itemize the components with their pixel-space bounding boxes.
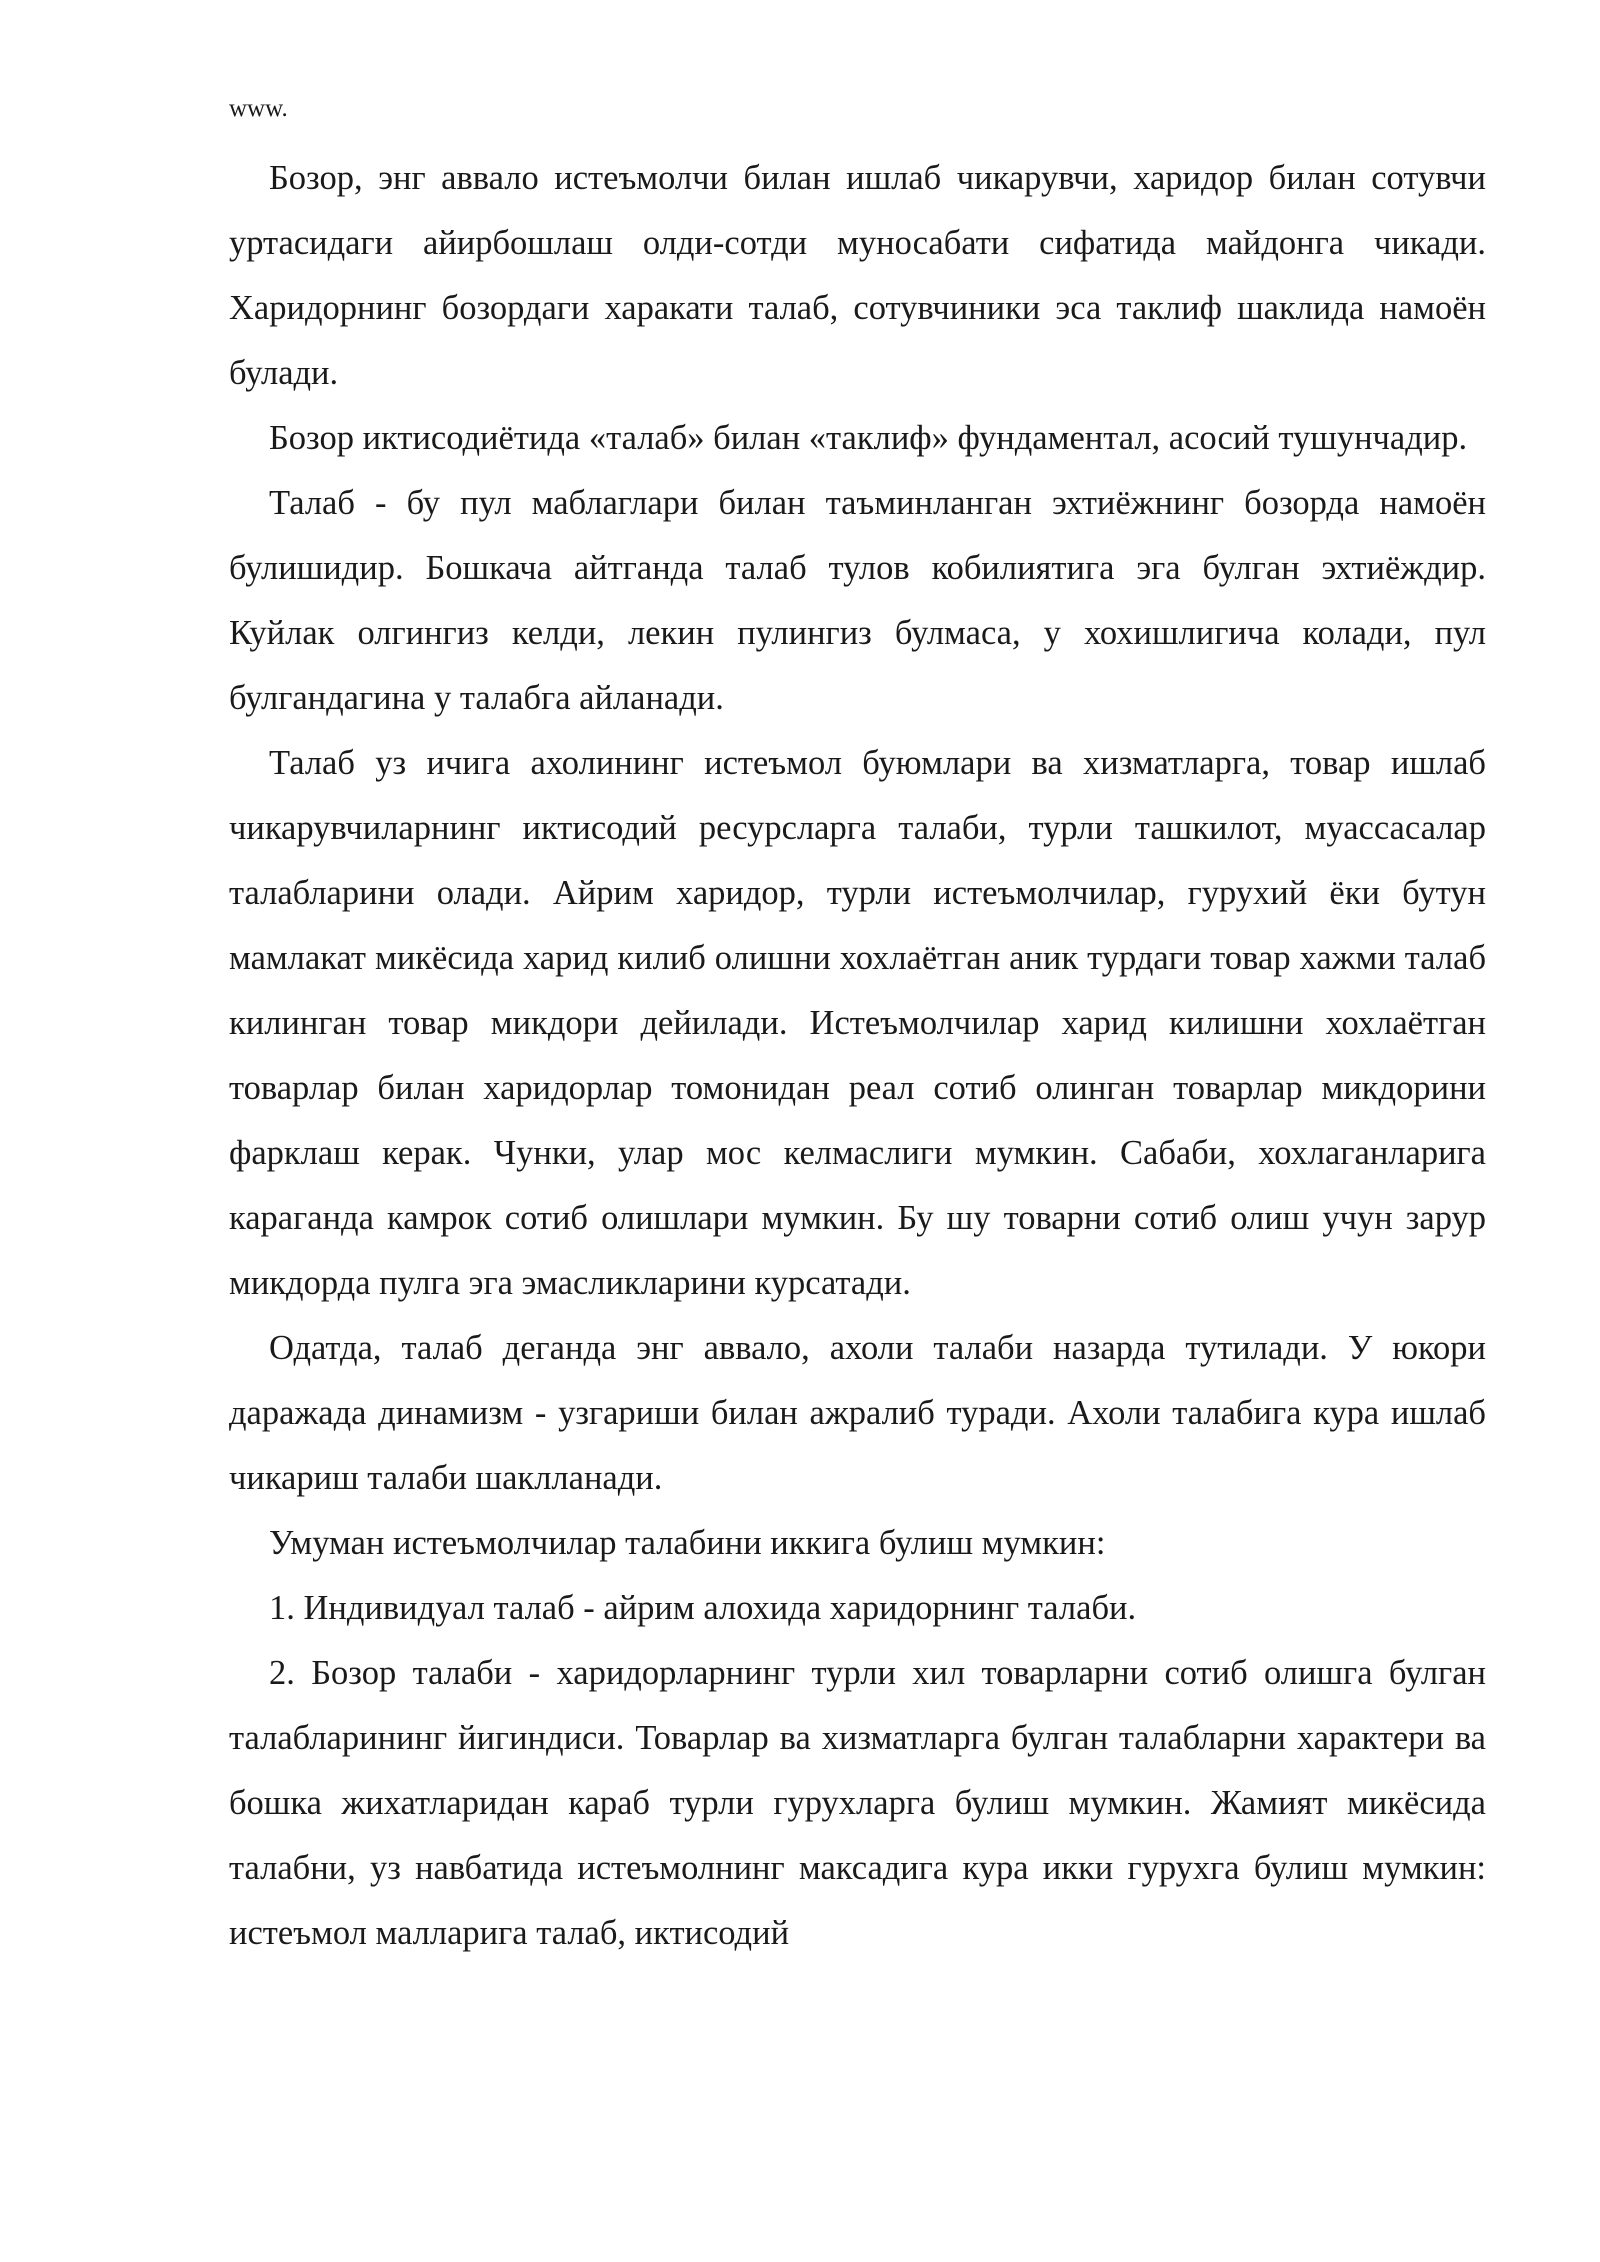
paragraph: Талаб - бу пул маблаглари билан таъминланган эхтиёжнинг бозорда намоён булишидир. Бошкача айтганда талаб тулов кобилиятига эга булган эхтиёждир. Куйлак олгингиз келди, лекин пулингиз булмаса, у хохишлигича колади, пул булгандагина у талабга айланади.	[229, 484, 1486, 717]
paragraph: Талаб уз ичига ахолининг истеъмол буюмлари ва хизматларга, товар ишлаб чикарувчиларнинг иктисодий ресурсларга талаби, турли ташкилот, муассасалар талабларини олади. Айрим харидор, турли истеъмолчилар, гурухий ёки бутун мамлакат микёсида харид килиб олишни хохлаётган аник турдаги товар хажми талаб килинган товар микдори дейилади. Истеъмолчилар харид килишни хохлаётган товарлар билан харидорлар томонидан реал сотиб олинган товарлар микдорини фарклаш керак. Чунки, улар мос келмаслиги мумкин. Сабаби, хохлаганларига караганда камрок сотиб олишлари мумкин. Бу шу товарни сотиб олиш учун зарур микдорда пулга эга эмасликларини курсатади.	[229, 744, 1486, 1302]
paragraph: Одатда, талаб деганда энг аввало, ахоли талаби назарда тутилади. У юкори даражада динамизм - узгариши билан ажралиб туради. Ахоли талабига кура ишлаб чикариш талаби шаклланади.	[229, 1329, 1486, 1497]
paragraph: Умуман истеъмолчилар талабини иккига булиш мумкин:	[269, 1524, 1106, 1562]
paragraph: Бозор, энг аввало истеъмолчи билан ишлаб чикарувчи, харидор билан сотувчи уртасидаги айирбошлаш олди-сотди муносабати сифатида майдонга чикади. Харидорнинг бозордаги харакати талаб, сотувчиники эса таклиф шаклида намоён булади.	[229, 159, 1486, 392]
document-body	[229, 146, 1486, 1966]
list-item: 1. Индивидуал талаб - айрим алохида харидорнинг талаби.	[269, 1589, 1137, 1627]
page-header: www.	[229, 95, 288, 122]
list-item: 2. Бозор талаби - харидорларнинг турли хил товарларни сотиб олишга булган талабларининг йигиндиси. Товарлар ва хизматларга булган талабларни характери ва бошка жихатларидан караб турли гурухларга булиш мумкин. Жамият микёсида талабни, уз навбатида истеъмолнинг максадига кура икки гурухга булиш мумкин: истеъмол малларига талаб, иктисодий	[229, 1654, 1486, 1952]
paragraph: Бозор иктисодиётида «талаб» билан «таклиф» фундаментал, асосий тушунчадир.	[269, 419, 1468, 457]
